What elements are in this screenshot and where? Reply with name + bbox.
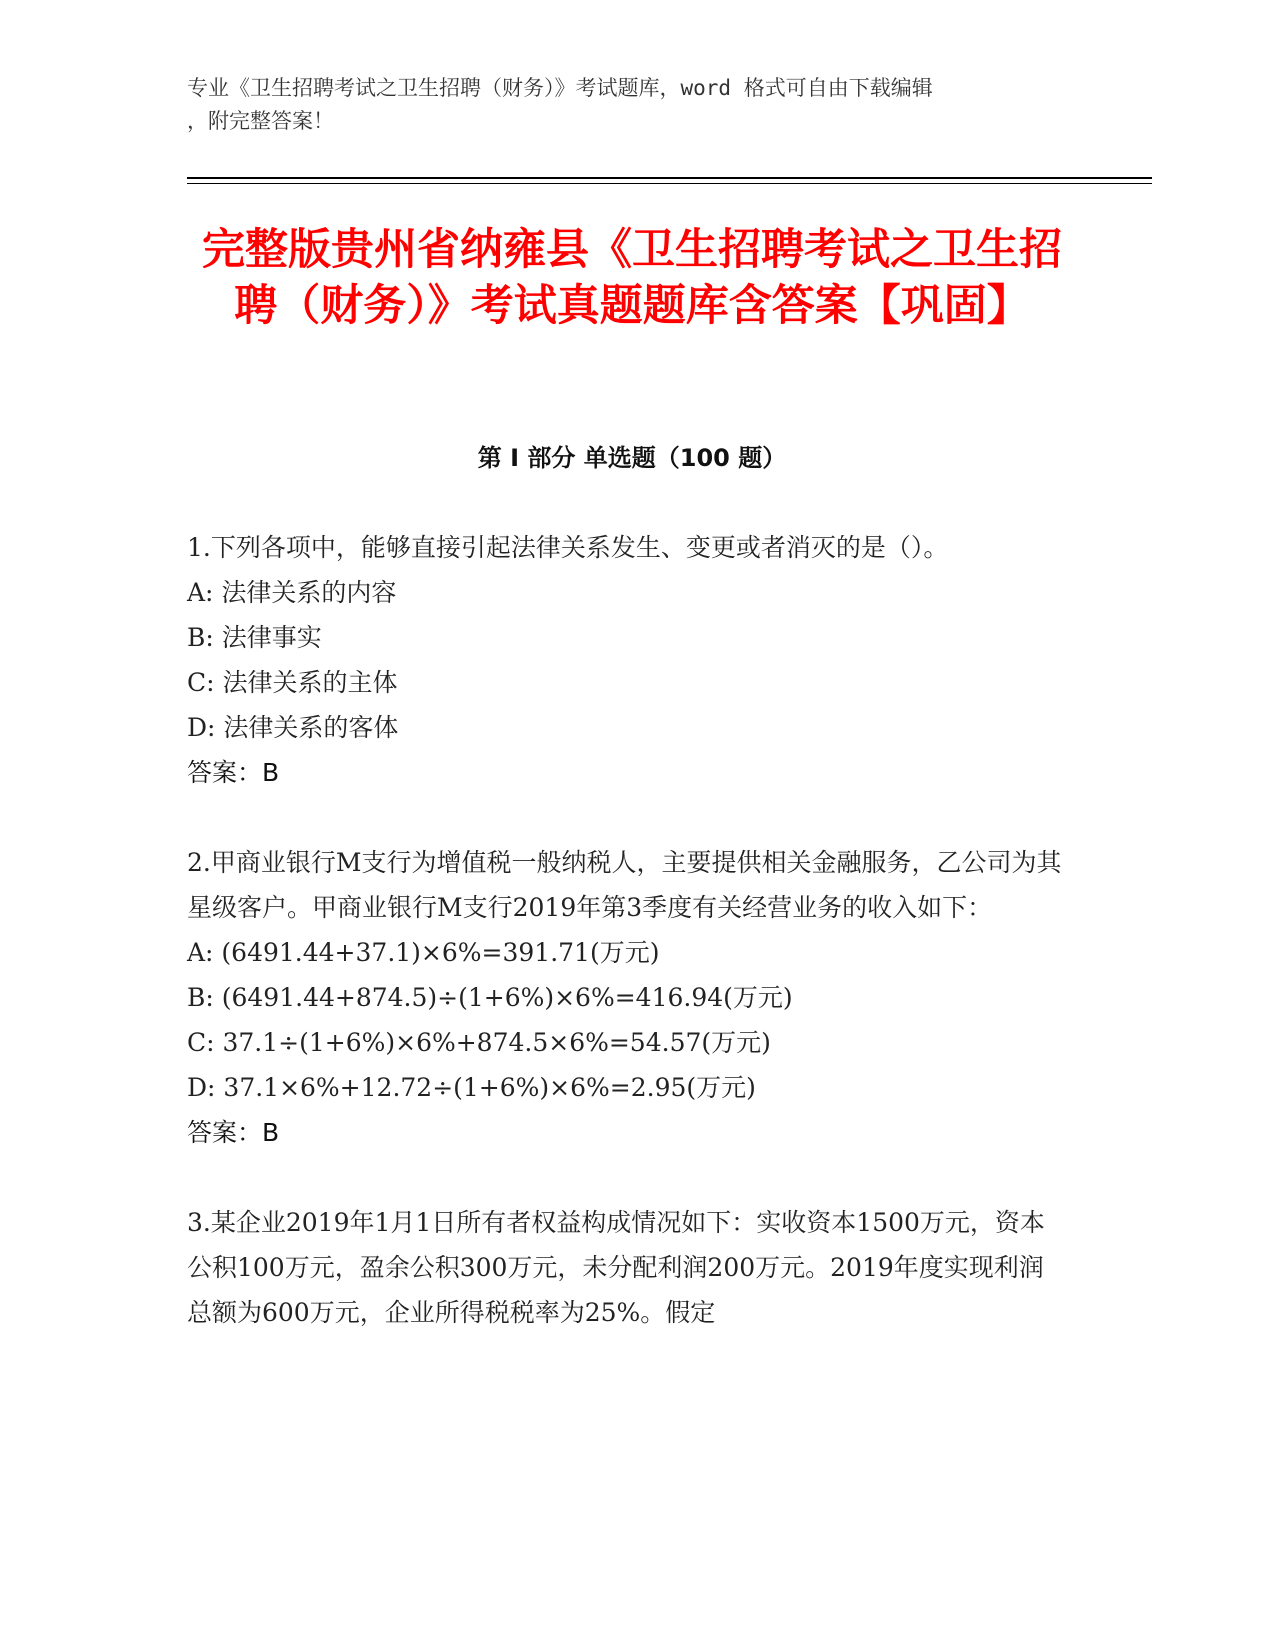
header-divider-thin <box>187 183 1152 184</box>
answer: 答案：B <box>187 1118 280 1147</box>
option-b: B: (6491.44+874.5)÷(1+6%)×6%=416.94(万元) <box>187 983 793 1012</box>
option-b: B: 法律事实 <box>187 623 322 652</box>
question-stem: 1.下列各项中，能够直接引起法律关系发生、变更或者消灭的是（）。 <box>187 533 949 562</box>
option-a: A: 法律关系的内容 <box>187 578 397 607</box>
option-d: D: 37.1×6%+12.72÷(1+6%)×6%=2.95(万元) <box>187 1073 756 1102</box>
header-divider-thick <box>187 177 1152 179</box>
header-line-1: 专业《卫生招聘考试之卫生招聘（财务）》考试题库，word 格式可自由下载编辑 <box>187 76 933 100</box>
section-heading: 第 I 部分 单选题（100 题） <box>477 444 787 472</box>
question-1 <box>187 525 1067 795</box>
option-c: C: 法律关系的主体 <box>187 668 398 697</box>
document-header <box>187 72 1067 138</box>
question-stem: 2.甲商业银行M支行为增值税一般纳税人，主要提供相关金融服务，乙公司为其星级客户。甲商业银行M支行2019年第3季度有关经营业务的收入如下： <box>187 848 1062 922</box>
answer: 答案：B <box>187 758 280 787</box>
question-list <box>187 525 1067 1335</box>
option-c: C: 37.1÷(1+6%)×6%+874.5×6%=54.57(万元) <box>187 1028 771 1057</box>
header-line-2: ，附完整答案！ <box>187 109 334 133</box>
question-stem: 3.某企业2019年1月1日所有者权益构成情况如下：实收资本1500万元，资本公积100万元，盈余公积300万元，未分配利润200万元。2019年度实现利润总额为600万元，企业所得税税率为25%。假定 <box>187 1208 1045 1327</box>
option-d: D: 法律关系的客体 <box>187 713 399 742</box>
document-title: 完整版贵州省纳雍县《卫生招聘考试之卫生招聘（财务）》考试真题题库含答案【巩固】 <box>202 225 1062 331</box>
question-3 <box>187 1200 1067 1335</box>
option-a: A: (6491.44+37.1)×6%=391.71(万元) <box>187 938 660 967</box>
question-2 <box>187 840 1067 1155</box>
